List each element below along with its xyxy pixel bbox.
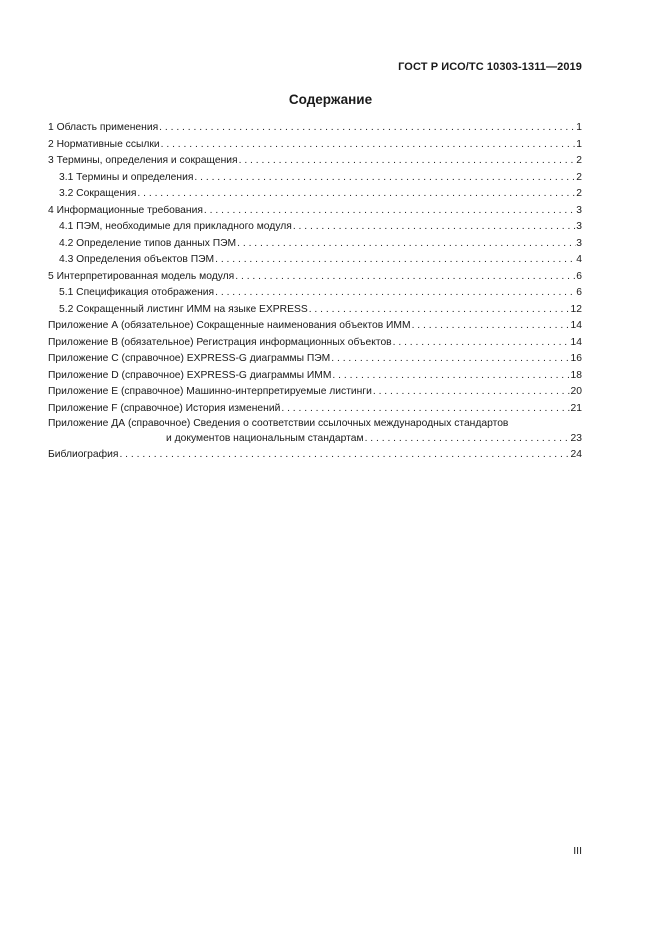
toc-entry-page: 20	[570, 386, 582, 397]
toc-entry-page: 3	[576, 237, 582, 249]
toc-entry-page: 12	[570, 303, 582, 315]
toc-entry-text: Приложение D (справочное) EXPRESS-G диаграммы ИММ	[48, 369, 332, 381]
toc-entry-text: Приложение F (справочное) История изменений	[48, 402, 281, 414]
toc-entry-text: 4.1 ПЭМ, необходимые для прикладного модуля	[59, 221, 292, 232]
leader-dots	[238, 153, 577, 170]
toc-entry-text: Приложение А (обязательное) Сокращенные наименования объектов ИММ	[48, 320, 411, 331]
toc-subentry[interactable]	[48, 186, 582, 203]
toc-subentry[interactable]	[48, 302, 582, 319]
leader-dots	[214, 252, 576, 269]
toc-entry-appendix[interactable]	[48, 368, 582, 385]
leader-dots	[280, 401, 570, 418]
toc-entry[interactable]	[48, 203, 582, 220]
toc-entry-page: 2	[576, 171, 582, 183]
toc-entry[interactable]	[48, 137, 582, 154]
page-number: III	[573, 845, 582, 857]
toc-entry-page: 3	[576, 221, 582, 232]
table-of-contents	[48, 120, 582, 464]
toc-entry-text: Приложение С (справочное) EXPRESS-G диаграммы ПЭМ	[48, 353, 331, 364]
toc-entry-page: 14	[570, 320, 582, 331]
document-code-header: ГОСТ Р ИСО/ТС 10303-1311—2019	[398, 61, 582, 73]
leader-dots	[214, 285, 576, 302]
toc-entry-page: 3	[576, 204, 582, 216]
toc-entry-text: Библиография	[48, 449, 119, 460]
toc-entry-text-continuation: и документов национальным стандартам	[166, 433, 364, 444]
leader-dots	[331, 368, 570, 385]
leader-dots	[292, 219, 576, 236]
toc-entry-page: 6	[576, 270, 582, 282]
toc-entry-bibliography[interactable]	[48, 447, 582, 464]
toc-entry-page: 16	[570, 353, 582, 364]
leader-dots	[160, 137, 577, 154]
leader-dots	[392, 335, 571, 352]
toc-entry-text: 1 Область применения	[48, 122, 159, 133]
toc-entry-text: 3 Термины, определения и сокращения	[48, 155, 238, 166]
leader-dots	[203, 203, 576, 220]
toc-entry-appendix[interactable]	[48, 335, 582, 352]
toc-entry-text: 5 Интерпретированная модель модуля	[48, 270, 235, 282]
leader-dots	[411, 318, 571, 335]
toc-entry-page: 14	[570, 336, 582, 348]
leader-dots	[372, 384, 571, 401]
toc-entry-text: Приложение E (справочное) Машинно-интерпретируемые листинги	[48, 386, 372, 397]
toc-entry-text: 5.2 Сокращенный листинг ИММ на языке EXPRESS	[59, 303, 308, 315]
toc-entry-appendix[interactable]	[48, 318, 582, 335]
toc-entry-text: Приложение ДА (справочное) Сведения о соответствии ссылочных международных стандартов	[48, 418, 509, 429]
toc-entry-text: 4 Информационные требования	[48, 204, 203, 216]
toc-entry-text: 3.1 Термины и определения	[59, 171, 194, 183]
leader-dots	[236, 236, 576, 253]
toc-entry-page: 6	[576, 287, 582, 298]
toc-entry-text: Приложение В (обязательное) Регистрация информационных объектов	[48, 336, 392, 348]
toc-entry-appendix[interactable]	[48, 401, 582, 418]
leader-dots	[330, 351, 570, 368]
leader-dots	[308, 302, 571, 319]
toc-entry-text: 4.3 Определения объектов ПЭМ	[59, 254, 215, 265]
toc-entry-appendix[interactable]	[48, 351, 582, 368]
toc-entry-page: 1	[576, 138, 582, 150]
toc-subentry[interactable]	[48, 236, 582, 253]
toc-entry-text: 3.2 Сокращения	[59, 188, 137, 199]
toc-entry-appendix[interactable]	[48, 417, 582, 447]
toc-entry[interactable]	[48, 120, 582, 137]
leader-dots	[136, 186, 576, 203]
toc-subentry[interactable]	[48, 285, 582, 302]
toc-entry-appendix[interactable]	[48, 384, 582, 401]
page-title: Содержание	[288, 92, 373, 107]
toc-entry[interactable]	[48, 269, 582, 286]
leader-dots	[118, 447, 570, 464]
toc-entry-page: 18	[570, 369, 582, 381]
toc-entry-text: 4.2 Определение типов данных ПЭМ	[59, 237, 237, 249]
leader-dots	[158, 120, 576, 137]
toc-entry-page: 23	[570, 433, 582, 444]
toc-entry-page: 4	[576, 254, 582, 265]
toc-entry[interactable]	[48, 153, 582, 170]
toc-subentry[interactable]	[48, 219, 582, 236]
leader-dots	[364, 430, 571, 447]
toc-entry-page: 24	[570, 449, 582, 460]
toc-entry-page: 21	[570, 402, 582, 414]
toc-subentry[interactable]	[48, 252, 582, 269]
toc-entry-text: 2 Нормативные ссылки	[48, 138, 160, 150]
toc-entry-page: 1	[576, 122, 582, 133]
toc-subentry[interactable]	[48, 170, 582, 187]
leader-dots	[234, 269, 576, 286]
toc-entry-page: 2	[576, 188, 582, 199]
toc-entry-text: 5.1 Спецификация отображения	[59, 287, 215, 298]
leader-dots	[193, 170, 576, 187]
toc-entry-page: 2	[576, 155, 582, 166]
